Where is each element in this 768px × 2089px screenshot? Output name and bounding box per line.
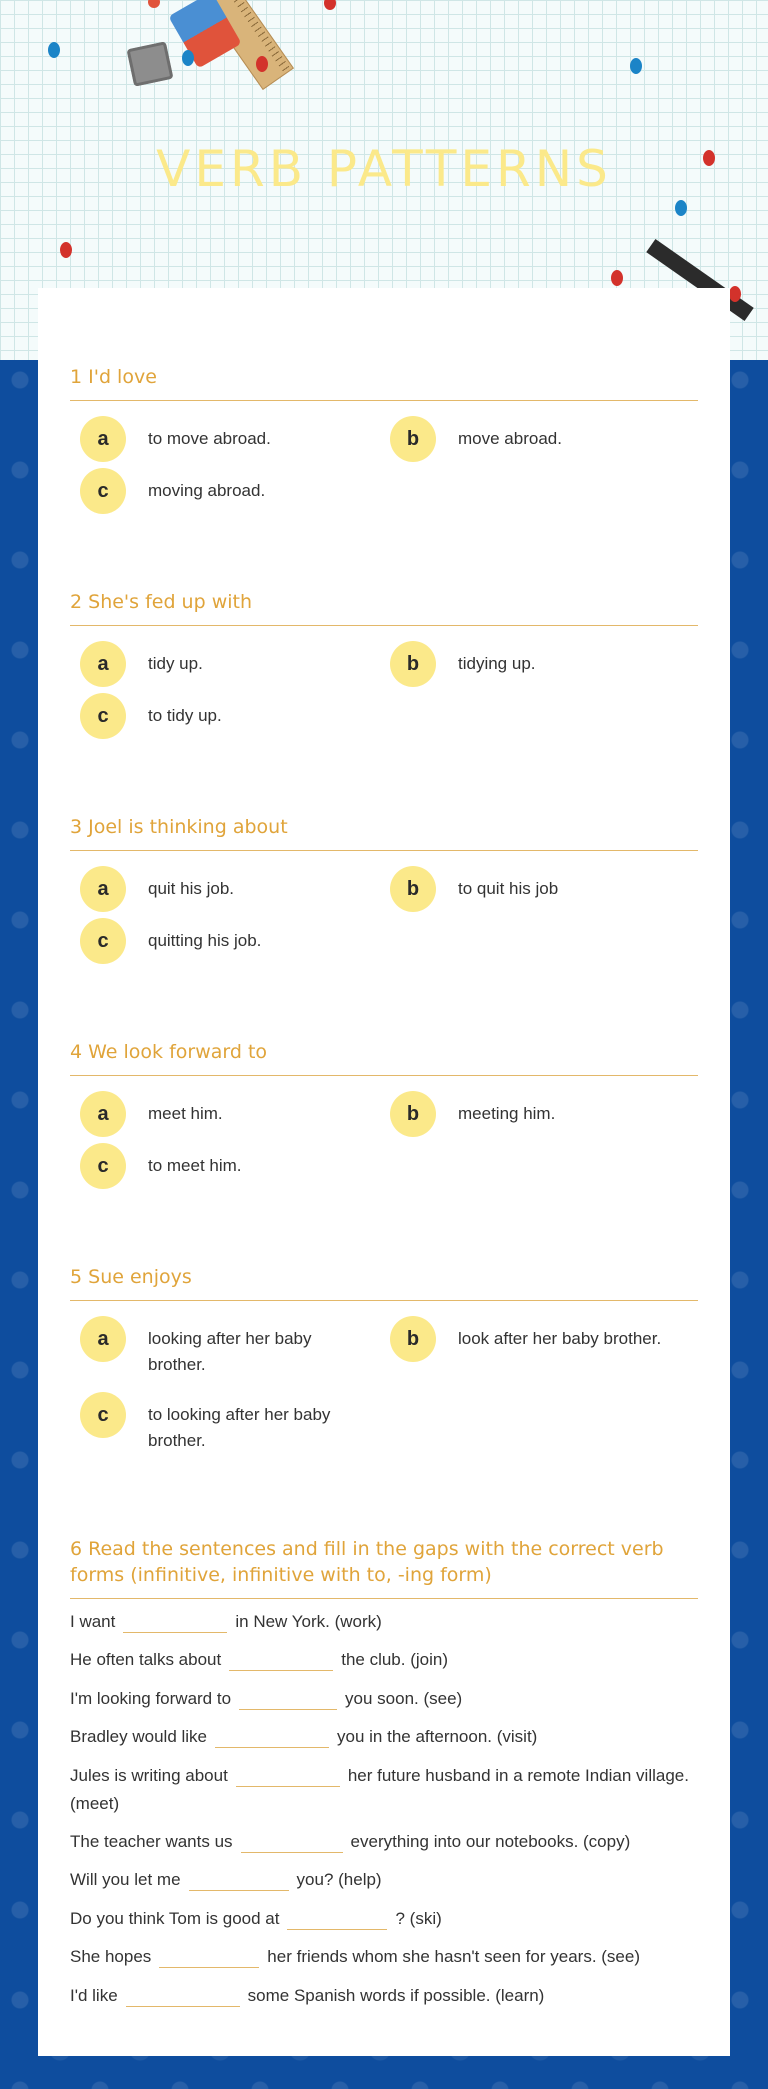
gap-sentence-9 (70, 1943, 640, 1971)
sentence-end: everything into our notebooks. (copy) (350, 1832, 631, 1851)
gap-input[interactable] (123, 1613, 227, 1633)
sentence-end: her friends whom she hasn't seen for years. (see) (267, 1947, 640, 1966)
question-3 (70, 814, 698, 974)
question-heading: 3 Joel is thinking about (70, 814, 698, 851)
option-text: quitting his job. (148, 931, 262, 950)
option-a[interactable] (80, 1091, 380, 1137)
sentence-start: I'd like (70, 1986, 118, 2005)
question-heading: 4 We look forward to (70, 1039, 698, 1076)
option-text: moving abroad. (148, 481, 266, 500)
option-badge-b: b (390, 416, 436, 462)
gap-input[interactable] (126, 1987, 240, 2007)
option-badge-a: a (80, 1091, 126, 1137)
gap-input[interactable] (215, 1728, 329, 1748)
option-a[interactable] (80, 641, 380, 687)
fill-in-gaps-section (70, 1536, 698, 2036)
gap-sentence-2 (70, 1646, 448, 1674)
question-heading: 2 She's fed up with (70, 589, 698, 626)
sentence-end: you in the afternoon. (visit) (337, 1727, 538, 1746)
option-text: meet him. (148, 1104, 223, 1123)
sentence-start: Bradley would like (70, 1727, 208, 1746)
option-badge-b: b (390, 866, 436, 912)
option-badge-b: b (390, 1316, 436, 1362)
gap-sentence-6 (70, 1828, 630, 1856)
dot-decoration (182, 50, 194, 66)
dot-decoration (60, 242, 72, 258)
option-text: tidy up. (148, 654, 203, 673)
dot-decoration (675, 200, 687, 216)
option-badge-c: c (80, 693, 126, 739)
question-2 (70, 589, 698, 749)
sentence-end: you? (help) (296, 1870, 382, 1889)
option-text: to quit his job (458, 879, 559, 898)
worksheet-card (38, 288, 730, 2056)
question-5 (70, 1264, 698, 1454)
option-badge-c: c (80, 1143, 126, 1189)
question-1 (70, 364, 698, 524)
option-a[interactable] (80, 1316, 380, 1378)
option-c[interactable] (80, 468, 380, 514)
option-text: move abroad. (458, 429, 562, 448)
option-badge-c: c (80, 468, 126, 514)
option-text: quit his job. (148, 879, 234, 898)
option-b[interactable] (390, 866, 690, 912)
dot-decoration (729, 286, 741, 302)
gap-sentence-4 (70, 1723, 537, 1751)
question-heading: 1 I'd love (70, 364, 698, 401)
sentence-start: He often talks about (70, 1650, 222, 1669)
option-badge-a: a (80, 866, 126, 912)
dot-decoration (48, 42, 60, 58)
gap-input[interactable] (189, 1871, 289, 1891)
question-heading: 5 Sue enjoys (70, 1264, 698, 1301)
gap-input[interactable] (241, 1833, 343, 1853)
sentence-start: I'm looking forward to (70, 1689, 232, 1708)
option-badge-b: b (390, 641, 436, 687)
option-c[interactable] (80, 693, 380, 739)
sharpener-decoration (126, 41, 173, 86)
dot-decoration (256, 56, 268, 72)
gap-sentence-10 (70, 1982, 544, 2010)
option-text: to looking after her baby brother. (148, 1405, 331, 1450)
gap-input[interactable] (159, 1948, 259, 1968)
option-badge-a: a (80, 641, 126, 687)
dot-decoration (611, 270, 623, 286)
option-a[interactable] (80, 416, 380, 462)
option-text: tidying up. (458, 654, 536, 673)
sentence-end: the club. (join) (341, 1650, 448, 1669)
option-b[interactable] (390, 1316, 700, 1362)
gap-sentence-8 (70, 1905, 442, 1933)
option-badge-a: a (80, 1316, 126, 1362)
sentence-start: I want (70, 1612, 116, 1631)
option-text: looking after her baby brother. (148, 1329, 312, 1374)
gap-input[interactable] (236, 1767, 340, 1787)
sentence-start: Will you let me (70, 1870, 181, 1889)
sentence-end: her future husband in a remote Indian village. (meet) (70, 1766, 689, 1813)
gap-sentence-7 (70, 1866, 382, 1894)
option-b[interactable] (390, 1091, 690, 1137)
sentence-start: The teacher wants us (70, 1832, 233, 1851)
option-badge-b: b (390, 1091, 436, 1137)
option-badge-a: a (80, 416, 126, 462)
option-a[interactable] (80, 866, 380, 912)
question-4 (70, 1039, 698, 1199)
sentence-start: She hopes (70, 1947, 152, 1966)
option-c[interactable] (80, 1143, 380, 1189)
sentence-end: ? (ski) (395, 1909, 442, 1928)
option-c[interactable] (80, 918, 380, 964)
sentence-start: Do you think Tom is good at (70, 1909, 280, 1928)
option-text: to tidy up. (148, 706, 222, 725)
gap-input[interactable] (239, 1690, 337, 1710)
option-text: to move abroad. (148, 429, 271, 448)
option-text: meeting him. (458, 1104, 556, 1123)
gap-input[interactable] (229, 1651, 333, 1671)
page-title: VERB PATTERNS (156, 140, 612, 198)
option-text: to meet him. (148, 1156, 242, 1175)
option-badge-c: c (80, 1392, 126, 1438)
gap-sentence-3 (70, 1685, 462, 1713)
gap-sentence-1 (70, 1608, 382, 1636)
dot-decoration (630, 58, 642, 74)
option-badge-c: c (80, 918, 126, 964)
option-text: look after her baby brother. (458, 1329, 662, 1348)
question-heading: 6 Read the sentences and fill in the gaps with the correct verb forms (infinitive, infinitive with to, -ing form) (70, 1536, 698, 1599)
sentence-end: you soon. (see) (345, 1689, 463, 1708)
sentence-end: in New York. (work) (235, 1612, 382, 1631)
option-c[interactable] (80, 1392, 380, 1454)
option-b[interactable] (390, 641, 690, 687)
gap-sentence-5 (70, 1762, 698, 1818)
option-b[interactable] (390, 416, 690, 462)
sentence-start: Jules is writing about (70, 1766, 228, 1785)
gap-input[interactable] (287, 1910, 387, 1930)
sentence-end: some Spanish words if possible. (learn) (247, 1986, 545, 2005)
